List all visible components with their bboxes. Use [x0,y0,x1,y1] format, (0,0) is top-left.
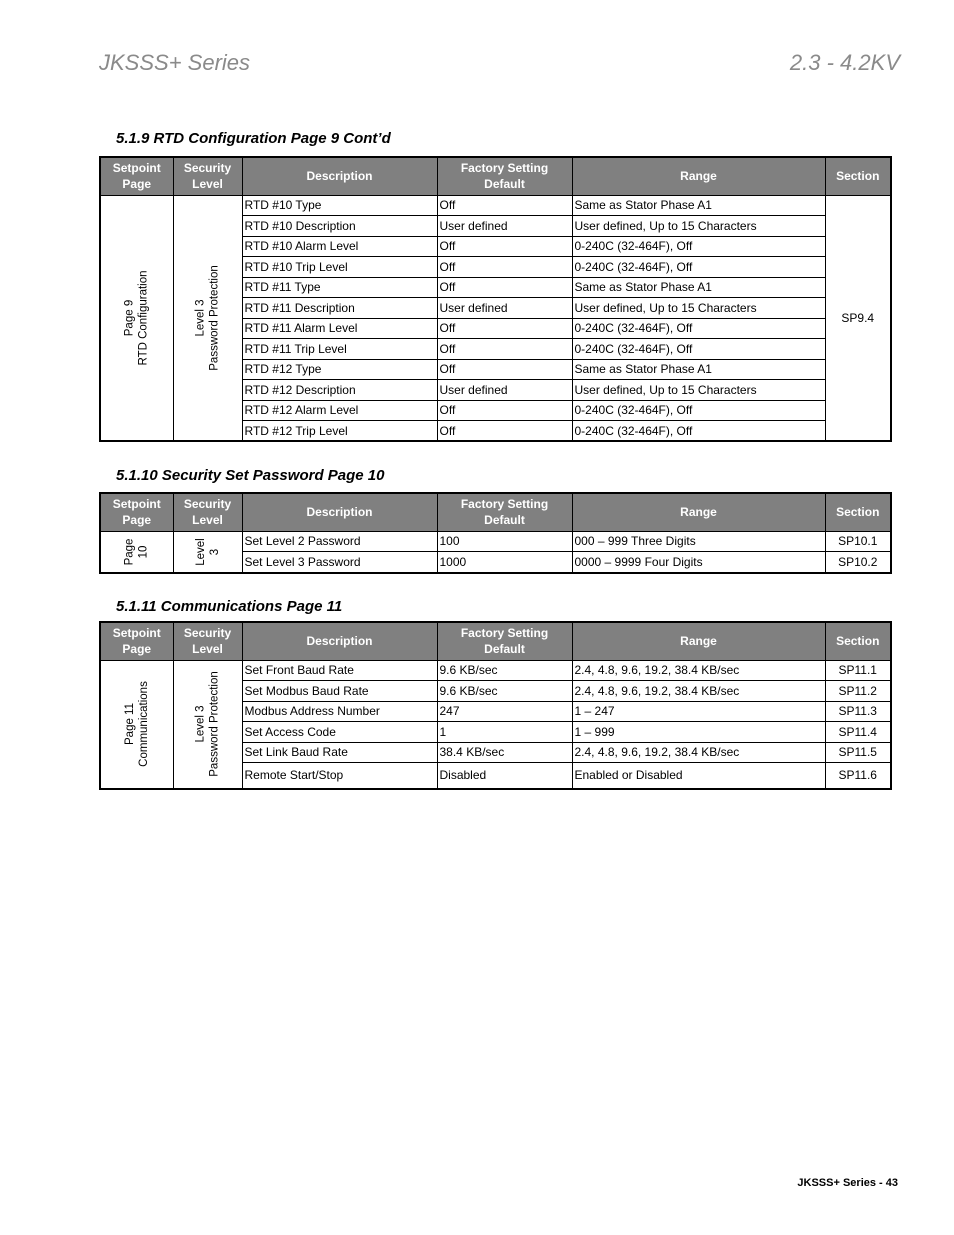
setpoint-page-label: 10 [137,545,150,558]
security-level-cell [173,195,242,441]
col-header-section: Section [825,157,891,195]
description-cell: Set Level 3 Password [242,552,437,573]
setpoint-page-cell [100,660,173,789]
section-title-communications: 5.1.11 Communications Page 11 [116,598,343,615]
range-cell: 0-240C (32-464F), Off [572,318,825,339]
range-cell: User defined, Up to 15 Characters [572,298,825,319]
range-cell: 0-240C (32-464F), Off [572,400,825,421]
factory-default-cell: Off [437,318,572,339]
factory-default-cell: 9.6 KB/sec [437,660,572,681]
table-row [100,531,891,552]
range-cell: 1 – 247 [572,701,825,722]
description-cell: RTD #12 Trip Level [242,421,437,442]
section-cell: SP11.1 [825,660,891,681]
col-header-factory-default: Factory Setting Default [437,622,572,660]
security-level-cell [173,660,242,789]
description-cell: Set Front Baud Rate [242,660,437,681]
factory-default-cell: Off [437,277,572,298]
factory-default-cell: 9.6 KB/sec [437,681,572,702]
table-header-row [100,622,891,660]
col-header-description: Description [242,157,437,195]
header-series-title: JKSSS+ Series [99,50,251,75]
factory-default-cell: 1 [437,722,572,743]
setpoint-page-label: Communications [137,681,150,767]
factory-default-cell: Off [437,236,572,257]
section-cell: SP11.6 [825,763,891,789]
setpoint-page-cell [100,195,173,441]
description-cell: Set Link Baud Rate [242,742,437,763]
section-cell: SP10.2 [825,552,891,573]
table-row [100,660,891,681]
range-cell: 0-240C (32-464F), Off [572,236,825,257]
range-cell: 2.4, 4.8, 9.6, 19.2, 38.4 KB/sec [572,660,825,681]
page-footer: JKSSS+ Series - 43 [797,1177,898,1189]
description-cell: Modbus Address Number [242,701,437,722]
description-cell: Set Modbus Baud Rate [242,681,437,702]
description-cell: RTD #12 Type [242,359,437,380]
description-cell: Set Access Code [242,722,437,743]
setpoint-page-label: RTD Configuration [137,270,150,366]
col-header-setpoint-page: Setpoint Page [100,157,173,195]
factory-default-cell: Off [437,257,572,278]
col-header-range: Range [572,157,825,195]
section-cell: SP11.3 [825,701,891,722]
factory-default-cell: User defined [437,380,572,401]
col-header-description: Description [242,622,437,660]
description-cell: RTD #10 Type [242,195,437,216]
header-voltage-range: 2.3 - 4.2KV [789,50,900,75]
range-cell: User defined, Up to 15 Characters [572,380,825,401]
range-cell: Enabled or Disabled [572,763,825,789]
range-cell: 0000 – 9999 Four Digits [572,552,825,573]
section-cell: SP9.4 [825,195,891,441]
security-level-label: 3 [208,548,221,555]
security-level-label: Level 3 [194,705,207,743]
setpoint-page-label: Page 9 [123,299,136,336]
col-header-section: Section [825,493,891,531]
factory-default-cell: 100 [437,531,572,552]
col-header-setpoint-page: Setpoint Page [100,493,173,531]
col-header-section: Section [825,622,891,660]
range-cell: 0-240C (32-464F), Off [572,339,825,360]
range-cell: 2.4, 4.8, 9.6, 19.2, 38.4 KB/sec [572,742,825,763]
security-password-table [99,492,892,574]
col-header-factory-default: Factory Setting Default [437,493,572,531]
range-cell: Same as Stator Phase A1 [572,277,825,298]
col-header-description: Description [242,493,437,531]
section-cell: SP11.5 [825,742,891,763]
description-cell: RTD #11 Description [242,298,437,319]
section-cell: SP11.2 [825,681,891,702]
description-cell: RTD #11 Trip Level [242,339,437,360]
factory-default-cell: Off [437,339,572,360]
setpoint-page-label: Page 11 [123,703,136,745]
col-header-security-level: Security Level [173,157,242,195]
table-header-row [100,493,891,531]
security-level-label: Level 3 [194,299,207,337]
description-cell: RTD #10 Trip Level [242,257,437,278]
description-cell: RTD #10 Description [242,216,437,237]
section-title-rtd-configuration: 5.1.9 RTD Configuration Page 9 Cont’d [116,130,391,147]
col-header-security-level: Security Level [173,622,242,660]
range-cell: 000 – 999 Three Digits [572,531,825,552]
factory-default-cell: 38.4 KB/sec [437,742,572,763]
security-level-label: Level [194,537,207,566]
factory-default-cell: 1000 [437,552,572,573]
table-row [100,195,891,216]
col-header-security-level: Security Level [173,493,242,531]
description-cell: RTD #10 Alarm Level [242,236,437,257]
col-header-range: Range [572,622,825,660]
factory-default-cell: Disabled [437,763,572,789]
description-cell: RTD #12 Description [242,380,437,401]
setpoint-page-label: Page [123,538,136,565]
section-cell: SP11.4 [825,722,891,743]
description-cell: Remote Start/Stop [242,763,437,789]
range-cell: 1 – 999 [572,722,825,743]
range-cell: Same as Stator Phase A1 [572,359,825,380]
security-level-label: Password Protection [208,265,221,371]
security-level-label: Password Protection [208,671,221,777]
security-level-cell [173,531,242,573]
factory-default-cell: User defined [437,298,572,319]
rtd-configuration-table [99,156,892,442]
description-cell: Set Level 2 Password [242,531,437,552]
range-cell: User defined, Up to 15 Characters [572,216,825,237]
table-header-row [100,157,891,195]
setpoint-page-cell [100,531,173,573]
factory-default-cell: User defined [437,216,572,237]
description-cell: RTD #11 Alarm Level [242,318,437,339]
col-header-setpoint-page: Setpoint Page [100,622,173,660]
factory-default-cell: Off [437,195,572,216]
factory-default-cell: Off [437,421,572,442]
col-header-range: Range [572,493,825,531]
description-cell: RTD #11 Type [242,277,437,298]
range-cell: 2.4, 4.8, 9.6, 19.2, 38.4 KB/sec [572,681,825,702]
range-cell: 0-240C (32-464F), Off [572,257,825,278]
section-title-security-password: 5.1.10 Security Set Password Page 10 [116,467,385,484]
description-cell: RTD #12 Alarm Level [242,400,437,421]
factory-default-cell: Off [437,359,572,380]
range-cell: Same as Stator Phase A1 [572,195,825,216]
communications-table [99,621,892,790]
factory-default-cell: 247 [437,701,572,722]
section-cell: SP10.1 [825,531,891,552]
col-header-factory-default: Factory Setting Default [437,157,572,195]
factory-default-cell: Off [437,400,572,421]
range-cell: 0-240C (32-464F), Off [572,421,825,442]
